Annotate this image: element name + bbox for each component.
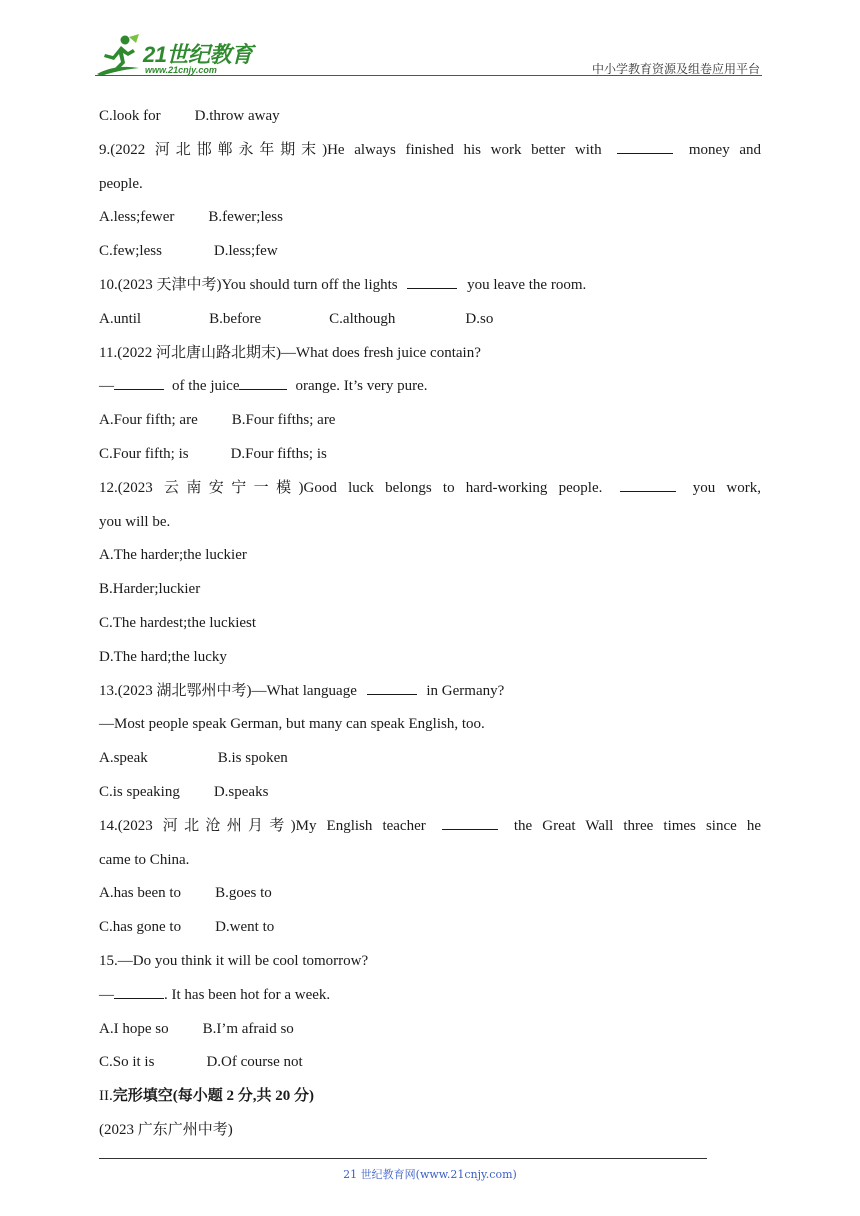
q12-option-c: C.The hardest;the luckiest [99,614,257,631]
q11-dash: — [99,378,114,395]
q14-option-a: A.has been to [99,885,182,902]
q9-stem-cont: people. [99,175,143,192]
q9-option-d: D.less;few [213,243,278,260]
section-title: 完形填空(每小题 2 分,共 20 分) [112,1088,314,1105]
q14-stem-cont: came to China. [99,851,190,868]
q11-options-ab [99,406,761,440]
q14-options-cd [99,913,761,947]
q11-answer-blank-1[interactable] [114,374,164,390]
q11-line2 [99,372,761,406]
q12-stem-text: 12.(2023 云南安宁一模)Good luck belongs to hard-working people. [99,479,603,496]
q13-stem-end: in Germany? [426,682,505,699]
q9-stem [99,136,761,170]
q8-options-cd [99,102,761,136]
q8-option-d: D.throw away [194,108,280,124]
q8-option-c: C.look for [99,108,161,124]
q10-option-a: A.until [99,310,142,327]
q13-options-ab [99,744,761,778]
q14-stem-text: 14.(2023 河北沧州月考)My English teacher [99,817,426,834]
logo-text: 21世纪教育 [143,42,253,67]
q11-option-a: A.Four fifth; are [99,412,198,429]
q10-stem-end: you leave the room. [467,276,587,293]
q14-option-c: C.has gone to [99,919,182,936]
q13-stem-text: 13.(2023 湖北鄂州中考)—What language [99,682,357,699]
site-logo[interactable] [95,34,265,78]
q10-options [99,305,761,339]
q15-options-ab [99,1015,761,1049]
runner-icon [95,34,141,76]
q15-option-b: B.I’m afraid so [202,1020,294,1037]
footer-divider [99,1158,707,1159]
q14-stem-end: the Great Wall three times since he [513,817,761,834]
q9-option-c: C.few;less [99,243,162,260]
q15-option-a: A.I hope so [99,1020,169,1037]
q9-option-a: A.less;fewer [99,209,175,226]
q9-stem-text: 9.(2022 河北邯郸永年期末)He always finished his work better with [99,141,602,158]
section-heading [99,1082,761,1116]
q10-option-d: D.so [465,310,494,327]
q13-option-d: D.speaks [213,783,269,800]
q13-options-cd [99,778,761,812]
q9-options-ab [99,203,761,237]
q11-option-d: D.Four fifths; is [230,445,327,462]
q14-option-d: D.went to [215,919,275,936]
q12-option-b: B.Harder;luckier [99,581,201,598]
logo-url: www.21cnjy.com [145,65,217,75]
q10-stem [99,271,761,305]
q15-option-d: D.Of course not [206,1054,303,1071]
q13-option-a: A.speak [99,750,148,767]
q13-line2: —Most people speak German, but many can speak English, too. [99,716,485,733]
section-source: (2023 广东广州中考) [99,1121,233,1138]
q14-stem [99,812,761,846]
q9-answer-blank[interactable] [617,138,673,154]
footer-link[interactable]: 21 世纪教育网(www.21cnjy.com) [343,1168,517,1181]
q13-option-c: C.is speaking [99,783,180,800]
q12-stem [99,474,761,508]
q15-answer-blank[interactable] [114,983,164,999]
q9-option-b: B.fewer;less [208,209,283,226]
q12-stem-cont: you will be. [99,513,171,530]
q11-option-b: B.Four fifths; are [231,412,336,429]
q13-answer-blank[interactable] [367,679,417,695]
q10-option-b: B.before [209,310,262,327]
q10-answer-blank[interactable] [407,273,457,289]
q14-option-b: B.goes to [215,885,272,902]
q12-option-a: A.The harder;the luckier [99,547,247,564]
q15-option-c: C.So it is [99,1054,155,1071]
q11-options-cd [99,440,761,474]
q15-line2 [99,981,761,1015]
q12-stem-end: you work, [692,479,761,496]
q13-stem [99,677,761,711]
header-platform-text: 中小学教育资源及组卷应用平台 [591,62,760,76]
q12-answer-blank[interactable] [620,476,676,492]
q15-stem: 15.—Do you think it will be cool tomorrow? [99,952,369,969]
header-divider [95,75,762,76]
page-header [95,30,760,78]
q14-options-ab [99,879,761,913]
q11-answer-blank-2[interactable] [239,374,287,390]
q11-line2-mid: of the juice [172,378,240,395]
q9-stem-end: money and [688,141,762,158]
q15-line2-end: . It has been hot for a week. [164,986,331,1003]
q15-dash: — [99,986,114,1003]
q12-option-d: D.The hard;the lucky [99,648,227,665]
exercise-content [99,102,761,1150]
q15-options-cd [99,1048,761,1082]
q11-stem: 11.(2022 河北唐山路北期末)—What does fresh juice contain? [99,344,481,361]
q14-answer-blank[interactable] [442,814,498,830]
q9-options-cd [99,237,761,271]
q11-line2-end: orange. It’s very pure. [295,378,428,395]
q10-option-c: C.although [329,310,396,327]
q11-option-c: C.Four fifth; is [99,445,189,462]
q13-option-b: B.is spoken [217,750,288,767]
section-number: II. [99,1088,113,1105]
q10-stem-text: 10.(2023 天津中考)You should turn off the lights [99,276,398,293]
